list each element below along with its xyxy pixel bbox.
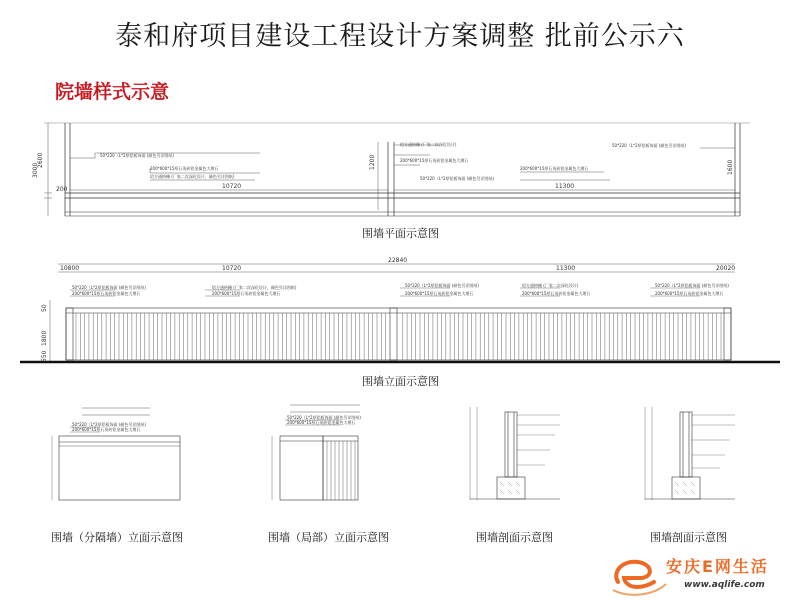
partition-note-1: 50*220（L*2厚铝板饰面 (颜色另详图纸) <box>72 422 146 427</box>
plan-dim-left-span: 10720 <box>222 183 242 190</box>
caption-section-b: 围墙剖面示意图 <box>650 531 727 544</box>
partition-note-2: 200*600*15厚石英砖铝金属色大理石 <box>72 427 141 432</box>
section-title: 院墙样式示意 <box>55 81 170 103</box>
plan-note-g: 50*220（L*2厚铝板饰面 (颜色另详图纸) <box>612 143 686 148</box>
elev-note-10: 200*600*15厚石英砖铝金属色大理石 <box>655 291 724 296</box>
elevation-grille <box>76 313 721 360</box>
plan-dim-200: 200 <box>56 186 68 193</box>
partial-note-2: 200*600*15厚石英砖铝金属色大理石 <box>287 420 356 425</box>
elev-dim-right-span: 11300 <box>556 265 576 272</box>
elev-dim-550: 550 <box>41 350 48 362</box>
plan-dim-1600: 1600 <box>727 159 734 175</box>
plan-note-b: 200*600*15厚石英砖铝金属色大理石 <box>150 166 219 171</box>
detail-section-a <box>470 407 560 500</box>
elevation-dimensions <box>41 257 735 362</box>
plan-notes <box>100 141 686 181</box>
elevation-notes <box>72 282 729 296</box>
plan-dim-3000: 3000 <box>32 162 39 178</box>
elev-note-1: 50*220（L*2厚铝板饰面 (颜色另详图纸) <box>72 285 146 290</box>
elevation-leaders <box>70 288 700 296</box>
elev-dim-50: 50 <box>41 304 48 312</box>
watermark-logo <box>608 550 800 600</box>
plan-note-a: 50*220（L*2厚铝板饰面 (颜色另详图纸) <box>100 153 174 158</box>
watermark-url: www.aqlife.com <box>684 580 765 590</box>
caption-partition: 围墙（分隔墙）立面示意图 <box>51 531 183 544</box>
plan-note-f: 铝方通格栅 (厂家二次深化设计) <box>400 142 457 147</box>
caption-elevation: 围墙立面示意图 <box>362 375 439 388</box>
caption-section-a: 围墙剖面示意图 <box>476 531 553 544</box>
elevation-view <box>50 264 735 362</box>
elev-note-5: 50*220（L*2厚铝板饰面 (颜色另详图纸) <box>405 283 479 288</box>
caption-plan: 围墙平面示意图 <box>362 227 439 240</box>
elev-dim-total: 22840 <box>388 257 408 264</box>
elev-dim-1800: 1800 <box>41 330 48 346</box>
plan-dim-1200: 1200 <box>369 154 376 170</box>
elev-note-8: 200*600*15厚石英砖铝金属色大理石 <box>522 291 591 296</box>
detail-section-b <box>645 407 735 500</box>
partial-grille <box>327 441 355 500</box>
e-logo-icon <box>608 550 668 600</box>
plan-note-c: 铝方通格栅 (厂家二次深化设计，颜色另详图纸) <box>150 174 235 179</box>
elev-note-7: 铝方通格栅 (厂家二次深化设计) <box>522 283 579 288</box>
watermark-text: 安庆E网生活 <box>666 557 769 576</box>
plan-dimensions <box>32 153 734 193</box>
partial-note-1: 50*220（L*2厚铝板饰面 (颜色另详图纸) <box>287 415 361 420</box>
elev-note-3: 铝方通格栅 (厂家二次深化设计，颜色另详图纸) <box>212 285 297 290</box>
plan-note-e: 200*600*15厚石英砖铝金属色大理石 <box>400 158 469 163</box>
elev-note-9: 50*220（L*2厚铝板饰面 (颜色另详图纸) <box>655 283 729 288</box>
elev-dim-left-span: 10720 <box>222 265 242 272</box>
elev-dim-right-edge: 20020 <box>716 265 736 272</box>
plan-dim-2600: 2600 <box>37 152 44 168</box>
plan-note-d: 50*220（L*2厚铝板饰面 (颜色另详图纸) <box>420 176 494 181</box>
elev-dim-left-edge: 10800 <box>60 265 80 272</box>
elev-note-4: 200*600*15厚石英砖铝金属色大理石 <box>212 291 281 296</box>
plan-dim-right-span: 11300 <box>555 183 575 190</box>
plan-note-b2: 200*600*15厚石英砖铝金属色大理石 <box>520 166 589 171</box>
elev-note-6: 200*600*15厚石英砖铝金属色大理石 <box>405 291 474 296</box>
page-title: 泰和府项目建设工程设计方案调整 批前公示六 <box>115 21 685 52</box>
elev-note-2: 200*600*15厚石英砖铝金属色大理石 <box>72 291 141 296</box>
caption-partial: 围墙（局部）立面示意图 <box>268 531 389 544</box>
